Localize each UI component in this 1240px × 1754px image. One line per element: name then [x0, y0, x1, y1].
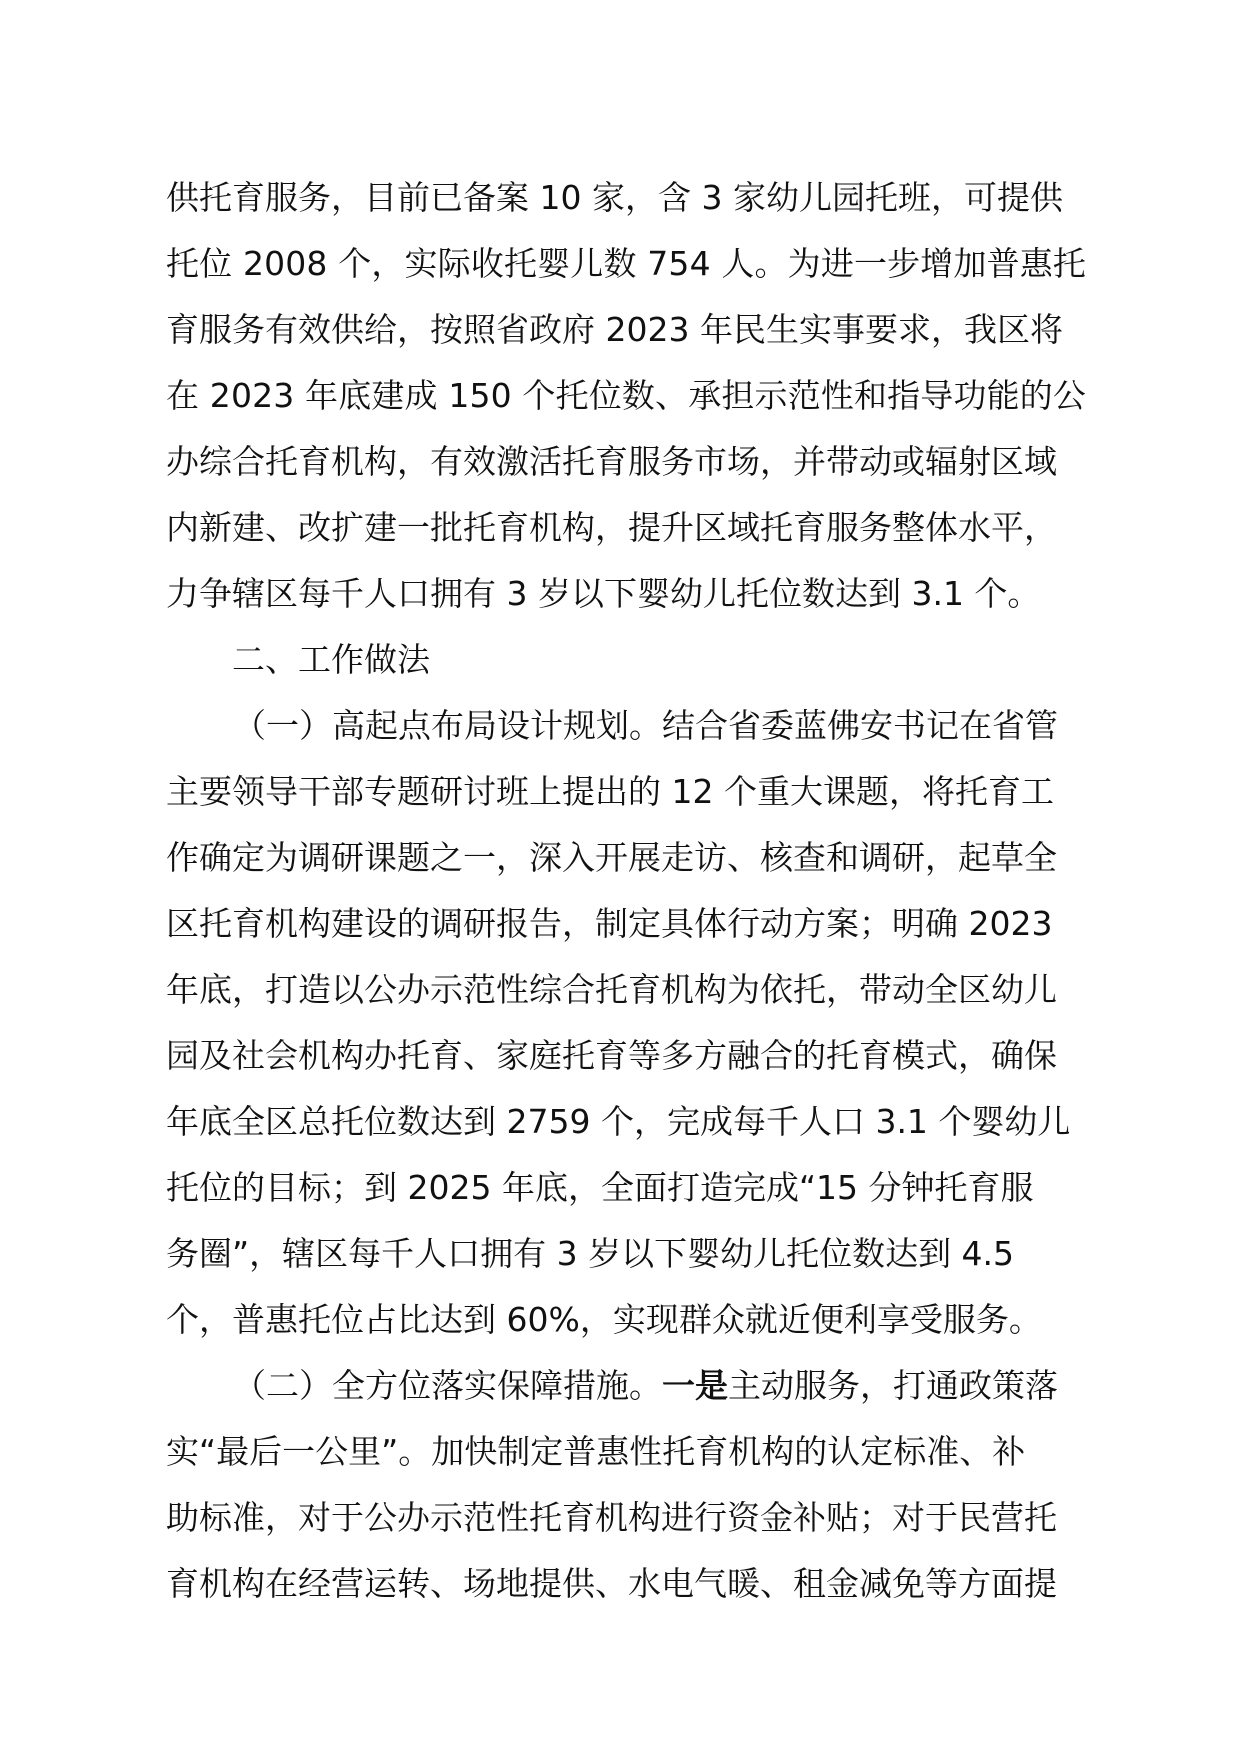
line-text: （一）高起点布局设计规划。结合省委蓝佛安书记在省管 — [233, 706, 1058, 745]
section-heading-text: 二、工作做法 — [232, 640, 430, 679]
subsection-title: （二）全方位落实保障措施。 — [233, 1366, 662, 1405]
line-text: 育服务有效供给，按照省政府 2023 年民生实事要求，我区将 — [166, 310, 1063, 349]
paragraph-first-line — [166, 693, 1086, 759]
paragraph-line — [166, 825, 1086, 891]
line-text: 助标准，对于公办示范性托育机构进行资金补贴；对于民营托 — [166, 1498, 1057, 1537]
paragraph-line — [166, 363, 1086, 429]
line-text: 办综合托育机构，有效激活托育服务市场，并带动或辐射区域 — [166, 442, 1057, 481]
paragraph-line — [166, 1419, 1086, 1485]
paragraph-line — [166, 1023, 1086, 1089]
paragraph-first-line — [166, 1353, 1086, 1419]
paragraph-line — [166, 1089, 1086, 1155]
paragraph-line — [166, 891, 1086, 957]
document-body — [166, 165, 1086, 1617]
paragraph-line — [166, 297, 1086, 363]
paragraph-last-line — [166, 561, 1086, 627]
line-text-rest: 主动服务，打通政策落 — [728, 1366, 1058, 1405]
section-heading — [166, 627, 1086, 693]
paragraph-line — [166, 429, 1086, 495]
paragraph-line — [166, 1221, 1086, 1287]
line-text: 内新建、改扩建一批托育机构，提升区域托育服务整体水平， — [166, 508, 1057, 547]
paragraph-line — [166, 1485, 1086, 1551]
paragraph-line — [166, 231, 1086, 297]
line-text: 年底，打造以公办示范性综合托育机构为依托，带动全区幼儿 — [166, 970, 1057, 1009]
line-text: 个，普惠托位占比达到 60%，实现群众就近便利享受服务。 — [166, 1300, 1042, 1339]
line-text: 园及社会机构办托育、家庭托育等多方融合的托育模式，确保 — [166, 1036, 1057, 1075]
line-text: 力争辖区每千人口拥有 3 岁以下婴幼儿托位数达到 3.1 个。 — [166, 574, 1041, 613]
line-text: 区托育机构建设的调研报告，制定具体行动方案；明确 2023 — [166, 904, 1053, 943]
paragraph-line — [166, 957, 1086, 1023]
paragraph-line — [166, 165, 1086, 231]
paragraph-line — [166, 1155, 1086, 1221]
line-text: 年底全区总托位数达到 2759 个，完成每千人口 3.1 个婴幼儿 — [166, 1102, 1071, 1141]
line-text: 主要领导干部专题研讨班上提出的 12 个重大课题，将托育工 — [166, 772, 1054, 811]
bold-marker: 一是 — [662, 1366, 728, 1405]
line-text: 作确定为调研课题之一，深入开展走访、核查和调研，起草全 — [166, 838, 1057, 877]
line-text: 托位的目标；到 2025 年底，全面打造完成“15 分钟托育服 — [166, 1168, 1034, 1207]
line-text: 育机构在经营运转、场地提供、水电气暖、租金减免等方面提 — [166, 1564, 1057, 1603]
line-text: 务圈”，辖区每千人口拥有 3 岁以下婴幼儿托位数达到 4.5 — [166, 1234, 1015, 1273]
line-text: 托位 2008 个，实际收托婴儿数 754 人。为进一步增加普惠托 — [166, 244, 1086, 283]
paragraph-line — [166, 495, 1086, 561]
line-text: 供托育服务，目前已备案 10 家，含 3 家幼儿园托班，可提供 — [166, 178, 1063, 217]
line-text: 实“最后一公里”。加快制定普惠性托育机构的认定标准、补 — [166, 1432, 1026, 1471]
paragraph-line — [166, 759, 1086, 825]
paragraph-last-line — [166, 1287, 1086, 1353]
line-text: 在 2023 年底建成 150 个托位数、承担示范性和指导功能的公 — [166, 376, 1086, 415]
paragraph-line — [166, 1551, 1086, 1617]
line-text — [233, 1353, 1058, 1419]
